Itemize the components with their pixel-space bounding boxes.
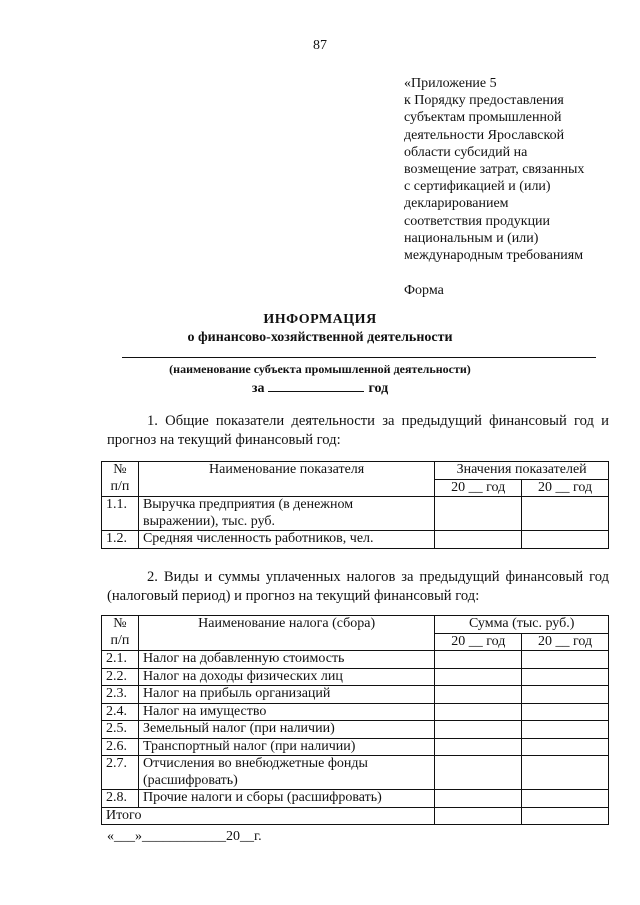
row-num: 2.6. [102,738,139,756]
appendix-line: деятельности Ярославской [404,127,565,143]
value-cell[interactable] [522,686,609,704]
value-cell[interactable] [522,721,609,739]
appendix-line: области субсидий на [404,144,528,160]
header-year2: 20 __ год [522,633,609,651]
taxes-table [101,615,609,825]
appendix-line: международным требованиям [404,248,584,264]
form-label: Форма [404,283,444,298]
row-num: 2.3. [102,686,139,704]
row-num: 2.1. [102,651,139,669]
table-row [102,756,609,790]
header-year1: 20 __ год [435,633,522,651]
table-row [102,790,609,808]
appendix-line: возмещение затрат, связанных [404,162,585,178]
document-title: ИНФОРМАЦИЯ [263,312,377,327]
value-cell[interactable] [435,651,522,669]
table-row [102,686,609,704]
value-cell[interactable] [435,497,522,531]
section2-paragraph [107,568,609,606]
table-header-row [102,462,609,480]
row-name: Средняя численность работников, чел. [138,531,434,549]
appendix-line: «Приложение 5 [404,76,497,91]
table-header-row [102,616,609,634]
header-sum: Сумма (тыс. руб.) [435,616,609,634]
row-num: 2.8. [102,790,139,808]
table-row [102,703,609,721]
value-cell[interactable] [522,497,609,531]
value-cell[interactable] [435,807,522,825]
row-num: 2.2. [102,668,139,686]
total-row [102,807,609,825]
appendix-line: соответствия продукции [404,213,551,229]
header-tax-name: Наименование налога (сбора) [138,616,434,651]
value-cell[interactable] [435,531,522,549]
value-cell[interactable] [522,807,609,825]
document-subtitle: о финансово-хозяйственной деятельности [187,330,453,345]
row-name: Налог на добавленную стоимость [138,651,434,669]
appendix-line: субъектам промышленной [404,110,562,126]
entity-name-line [122,357,596,358]
section1-paragraph [107,412,609,450]
table-row [102,668,609,686]
header-num: № п/п [102,616,139,651]
value-cell[interactable] [522,703,609,721]
value-cell[interactable] [522,756,609,790]
section2-text: 2. Виды и суммы уплаченных налогов за предыдущий финансовый год (налоговый период) и прогноз на текущий финансовый год: [107,569,609,604]
section1-text: 1. Общие показатели деятельности за предыдущий финансовый год и прогноз на текущий финансовый год: [107,413,609,448]
value-cell[interactable] [522,668,609,686]
total-label: Итого [102,807,435,825]
table-row [102,738,609,756]
header-year2: 20 __ год [522,479,609,497]
row-num: 1.1. [102,497,139,531]
period-line [0,379,640,397]
value-cell[interactable] [522,531,609,549]
value-cell[interactable] [522,651,609,669]
value-cell[interactable] [435,668,522,686]
row-num: 2.7. [102,756,139,790]
row-name: Налог на имущество [138,703,434,721]
table-row [102,497,609,531]
period-prefix: за [251,381,265,396]
row-name: Налог на доходы физических лиц [138,668,434,686]
period-suffix: год [368,381,389,396]
value-cell[interactable] [435,703,522,721]
header-values: Значения показателей [435,462,609,480]
appendix-line: к Порядку предоставления [404,93,564,109]
header-year1: 20 __ год [435,479,522,497]
header-num: № п/п [102,462,139,497]
value-cell[interactable] [435,686,522,704]
table-row [102,651,609,669]
appendix-line: национальным и (или) [404,230,539,246]
row-name: Налог на прибыль организаций [138,686,434,704]
value-cell[interactable] [435,790,522,808]
entity-name-caption: (наименование субъекта промышленной деятельности) [169,362,471,376]
row-name: Транспортный налог (при наличии) [138,738,434,756]
row-name: Отчисления во внебюджетные фонды (расшифровать) [138,756,434,790]
row-name: Выручка предприятия (в денежном выражении), тыс. руб. [138,497,434,531]
appendix-line: декларированием [404,196,509,212]
value-cell[interactable] [435,756,522,790]
row-name: Земельный налог (при наличии) [138,721,434,739]
appendix-block [404,75,624,264]
signature-date: «___»____________20__г. [107,829,262,844]
row-num: 2.4. [102,703,139,721]
row-num: 2.5. [102,721,139,739]
row-num: 1.2. [102,531,139,549]
value-cell[interactable] [522,790,609,808]
value-cell[interactable] [522,738,609,756]
table-row [102,531,609,549]
indicators-table [101,461,609,549]
row-name: Прочие налоги и сборы (расшифровать) [138,790,434,808]
period-blank [268,379,364,392]
value-cell[interactable] [435,721,522,739]
value-cell[interactable] [435,738,522,756]
page-number: 87 [313,38,327,53]
header-indicator-name: Наименование показателя [138,462,434,497]
table-row [102,721,609,739]
appendix-line: с сертификацией и (или) [404,179,551,195]
